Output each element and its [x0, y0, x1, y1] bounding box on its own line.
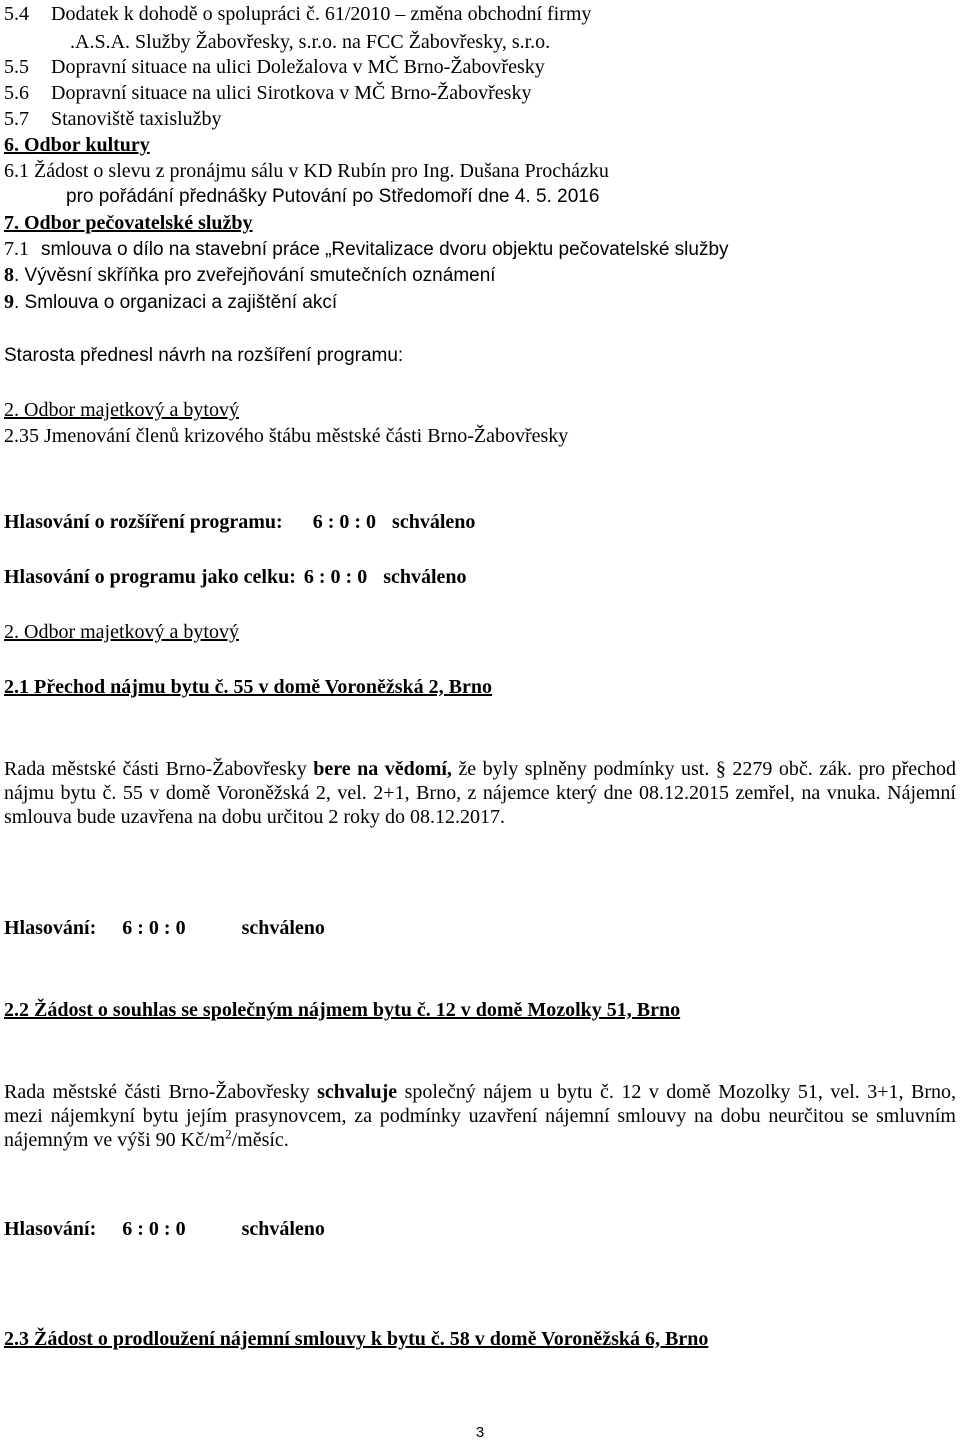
item-text: . Smlouva o organizaci a zajištění akcí — [14, 292, 338, 313]
item-2-1-title: 2.1 Přechod nájmu bytu č. 55 v domě Voroněžská 2, Brno — [4, 676, 492, 698]
extension-item: 2.35 Jmenování členů krizového štábu městské části Brno-Žabovřesky — [4, 425, 569, 447]
page-number: 3 — [475, 1424, 485, 1441]
resolution-text: že byly splněny podmínky ust. § 2279 obč. zák. pro přechod nájmu bytu č. 55 v domě Voroněžská 2, vel. 2+1, Brno, z nájemce který dne 08.12.2015 zemřel, na vnuka. Nájemní smlouva bude uzavřena na dobu určitou 2 roky do 08.12.2017. — [4, 758, 957, 828]
extension-intro: Starosta přednesl návrh na rozšíření programu: — [4, 345, 404, 366]
agenda-item-5-4-cont — [70, 30, 550, 54]
agenda-item-6-1-cont: pro pořádání přednášky Putování po Středomoří dne 4. 5. 2016 — [66, 186, 600, 207]
vote-whole-program — [4, 565, 467, 589]
resolution-text: společný nájem u bytu č. 12 v domě Mozolky 51, vel. 3+1, Brno, mezi nájemkyní bytu jejím prasynovcem, za podmínky uzavření nájemní smlouvy na dobu neurčitou se smluvním nájemným ve výši 90 Kč/m — [4, 1081, 956, 1151]
item-2-2-vote — [4, 1217, 325, 1241]
item-number: 9 — [4, 291, 14, 313]
item-number: 5.4 — [4, 3, 29, 25]
resolution-verb: schvaluje — [317, 1081, 398, 1103]
item-text: smlouva o dílo na stavební práce „Revitalizace dvoru objektu pečovatelské služby — [41, 239, 729, 260]
resolution-text: Rada městské části Brno-Žabovřesky — [4, 1081, 318, 1103]
agenda-heading-6: 6. Odbor kultury — [4, 134, 150, 156]
superscript: 2 — [225, 1126, 232, 1142]
vote-label: Hlasování: — [4, 917, 97, 939]
resolution-text: /měsíc. — [231, 1129, 289, 1151]
agenda-item-7-1 — [4, 237, 729, 262]
vote-status: schváleno — [241, 1218, 325, 1240]
agenda-item-9 — [4, 290, 337, 315]
resolution-text: Rada městské části Brno-Žabovřesky — [4, 758, 314, 780]
item-text: Dodatek k dohodě o spolupráci č. 61/2010 – změna obchodní firmy — [51, 3, 592, 25]
vote-status: schváleno — [383, 566, 467, 588]
vote-result: 6 : 0 : 0 — [303, 566, 368, 588]
vote-label: Hlasování o rozšíření programu: — [4, 511, 283, 533]
section-2-heading: 2. Odbor majetkový a bytový — [4, 621, 239, 643]
item-2-2-resolution — [4, 1080, 956, 1152]
agenda-item-8 — [4, 263, 496, 288]
item-2-3-title: 2.3 Žádost o prodloužení nájemní smlouvy k bytu č. 58 v domě Voroněžská 6, Brno — [4, 1328, 709, 1350]
item-text: .A.S.A. Služby Žabovřesky, s.r.o. na FCC Žabovřesky, s.r.o. — [70, 31, 551, 53]
vote-result: 6 : 0 : 0 — [312, 511, 377, 533]
item-2-2-title: 2.2 Žádost o souhlas se společným nájmem bytu č. 12 v domě Mozolky 51, Brno — [4, 999, 681, 1021]
item-2-1-vote — [4, 916, 325, 940]
vote-result: 6 : 0 : 0 — [122, 1218, 186, 1240]
agenda-heading-7: 7. Odbor pečovatelské služby — [4, 212, 253, 234]
item-text: Dopravní situace na ulici Doležalova v MČ Brno-Žabovřesky — [51, 56, 545, 78]
item-number: 5.6 — [4, 82, 29, 104]
item-text: Dopravní situace na ulici Sirotkova v MČ Brno-Žabovřesky — [51, 82, 532, 104]
resolution-verb: bere na vědomí, — [313, 758, 452, 780]
vote-label: Hlasování: — [4, 1218, 97, 1240]
item-number: 5.5 — [4, 56, 29, 78]
vote-status: schváleno — [241, 917, 325, 939]
agenda-item-5-4 — [4, 2, 591, 26]
vote-result: 6 : 0 : 0 — [122, 917, 186, 939]
vote-extension — [4, 510, 475, 534]
agenda-item-5-6 — [4, 81, 531, 105]
vote-label: Hlasování o programu jako celku: — [4, 566, 296, 588]
item-text: Stanoviště taxislužby — [51, 108, 222, 130]
item-number: 8 — [4, 264, 14, 286]
agenda-item-5-7 — [4, 107, 222, 131]
item-number: 5.7 — [4, 108, 29, 130]
vote-status: schváleno — [392, 511, 476, 533]
item-text: . Vývěsní skříňka pro zveřejňování smutečních oznámení — [14, 265, 496, 286]
agenda-item-6-1: 6.1 Žádost o slevu z pronájmu sálu v KD Rubín pro Ing. Dušana Procházku — [4, 160, 609, 182]
agenda-item-5-5 — [4, 55, 545, 79]
item-2-1-resolution — [4, 757, 956, 829]
item-number: 7.1 — [4, 238, 29, 260]
extension-heading: 2. Odbor majetkový a bytový — [4, 399, 239, 421]
